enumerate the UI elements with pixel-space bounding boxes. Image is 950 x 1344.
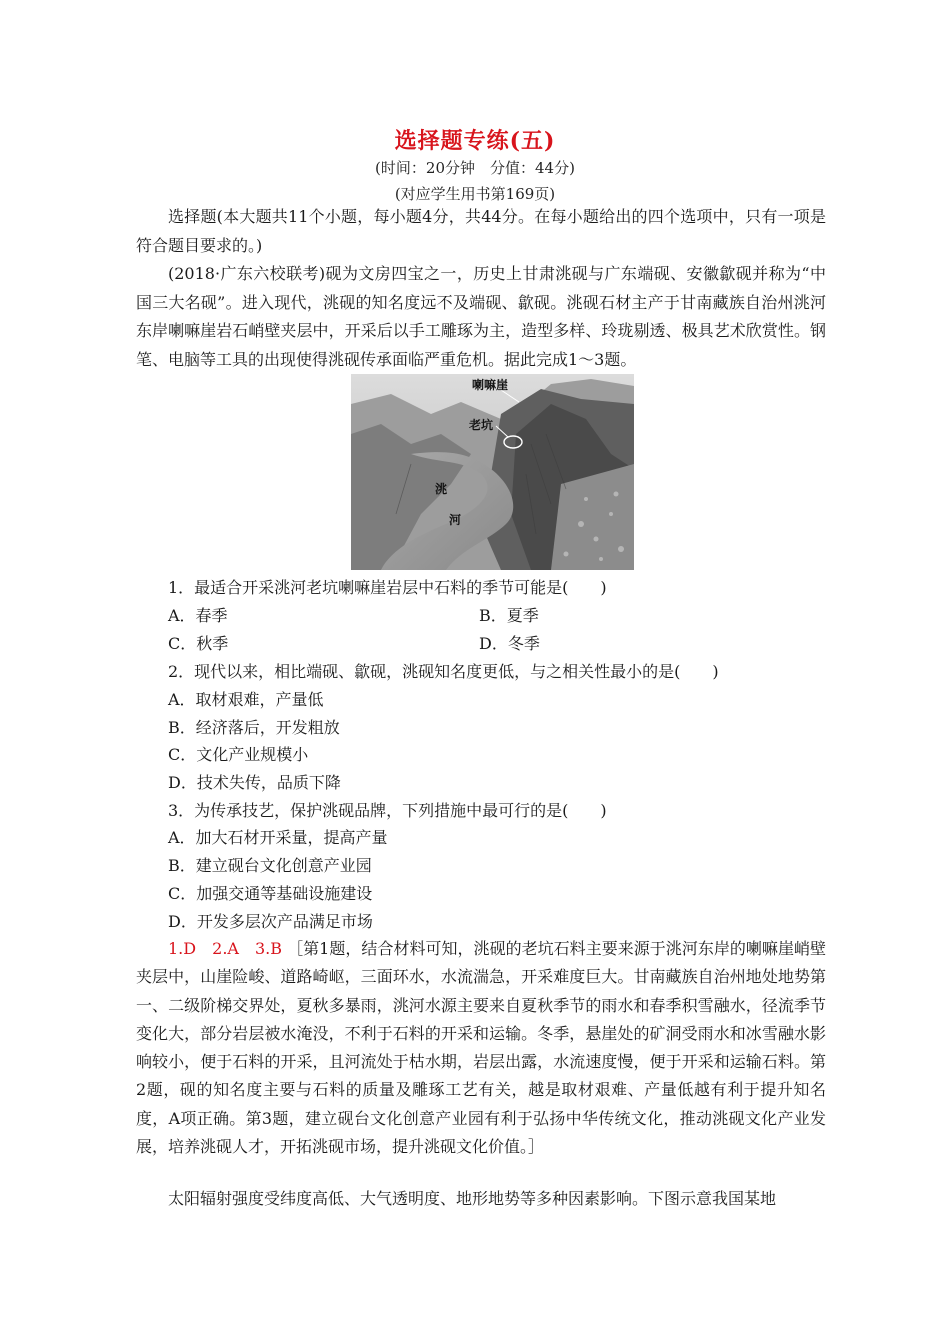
question-3-stem: 3．为传承技艺，保护洮砚品牌，下列措施中最可行的是( ) <box>168 801 607 820</box>
answer-keys: 1.D 2.A 3.B <box>168 939 283 958</box>
book-reference: (对应学生用书第169页) <box>394 185 556 203</box>
question-2-option-c: C．文化产业规模小 <box>168 745 309 764</box>
question-2-option-b: B．经济落后，开发粗放 <box>168 718 340 737</box>
passage-intro: (2018·广东六校联考)砚为文房四宝之一，历史上甘肃洮砚与广东端砚、安徽歙砚并称为“中国三大名砚”。进入现代，洮砚的知名度远不及端砚、歙砚。洮砚石材主产于甘南藏族自治州洮河东岸喇嘛崖岩石峭壁夹层中，开采后以手工雕琢为主，造型多样、玲珑剔透、极具艺术欣赏性。钢笔、电脑等工具的出现使得洮砚传承面临严重危机。据此完成1～3题。 <box>136 264 826 369</box>
question-2-stem: 2．现代以来，相比端砚、歙砚，洮砚知名度更低，与之相关性最小的是( ) <box>168 662 719 681</box>
question-1-option-d: D．冬季 <box>479 634 540 653</box>
question-3-option-b: B．建立砚台文化创意产业园 <box>168 856 372 875</box>
question-1-option-a: A．春季 <box>168 606 228 625</box>
label-river-char-2: 河 <box>449 513 462 527</box>
river-canyon-photo <box>351 374 634 570</box>
question-1-option-c: C．秋季 <box>168 634 229 653</box>
label-lama-cliff: 喇嘛崖 <box>472 378 509 392</box>
question-3-option-a: A．加大石材开采量，提高产量 <box>168 828 388 847</box>
time-score-info: (时间：20分钟 分值：44分) <box>375 159 575 177</box>
question-1-option-b: B．夏季 <box>479 606 539 625</box>
instructions: 选择题(本大题共11个小题，每小题4分，共44分。在每小题给出的四个选项中，只有一项是符合题目要求的。) <box>136 207 826 255</box>
label-old-pit: 老坑 <box>469 418 494 432</box>
page-title: 选择题专练(五) <box>394 128 556 154</box>
question-3-option-c: C．加强交通等基础设施建设 <box>168 884 373 903</box>
photo-figure <box>351 374 634 570</box>
explanation-text: ［第1题，结合材料可知，洮砚的老坑石料主要来源于洮河东岸的喇嘛崖峭壁夹层中，山崖险峻、道路崎岖，三面环水，水流湍急，开采难度巨大。甘南藏族自治州地处地势第一、二级阶梯交界处，夏秋多暴雨，洮河水源主要来自夏秋季节的雨水和春季积雪融水，径流季节变化大，部分岩层被水淹没，不利于石料的开采和运输。冬季，悬崖处的矿洞受雨水和冰雪融水影响较小，便于石料的开采，且河流处于枯水期，岩层出露，水流速度慢，便于开采和运输石料。第2题，砚的知名度主要与石料的质量及雕琢工艺有关，越是取材艰难、产量低越有利于提升知名度，A项正确。第3题，建立砚台文化创意产业园有利于弘扬中华传统文化，推动洮砚文化产业发展，培养洮砚人才，开拓洮砚市场，提升洮砚文化价值。］ <box>136 939 826 1157</box>
passage-next: 太阳辐射强度受纬度高低、大气透明度、地形地势等多种因素影响。下图示意我国某地 <box>168 1189 777 1208</box>
question-2-option-a: A．取材艰难，产量低 <box>168 690 324 709</box>
answer-explanation <box>136 935 826 1161</box>
label-river-char-1: 洮 <box>435 482 448 496</box>
question-2-option-d: D．技术失传，品质下降 <box>168 773 341 792</box>
question-1-stem: 1．最适合开采洮河老坑喇嘛崖岩层中石料的季节可能是( ) <box>168 578 607 597</box>
question-3-option-d: D．开发多层次产品满足市场 <box>168 912 373 931</box>
